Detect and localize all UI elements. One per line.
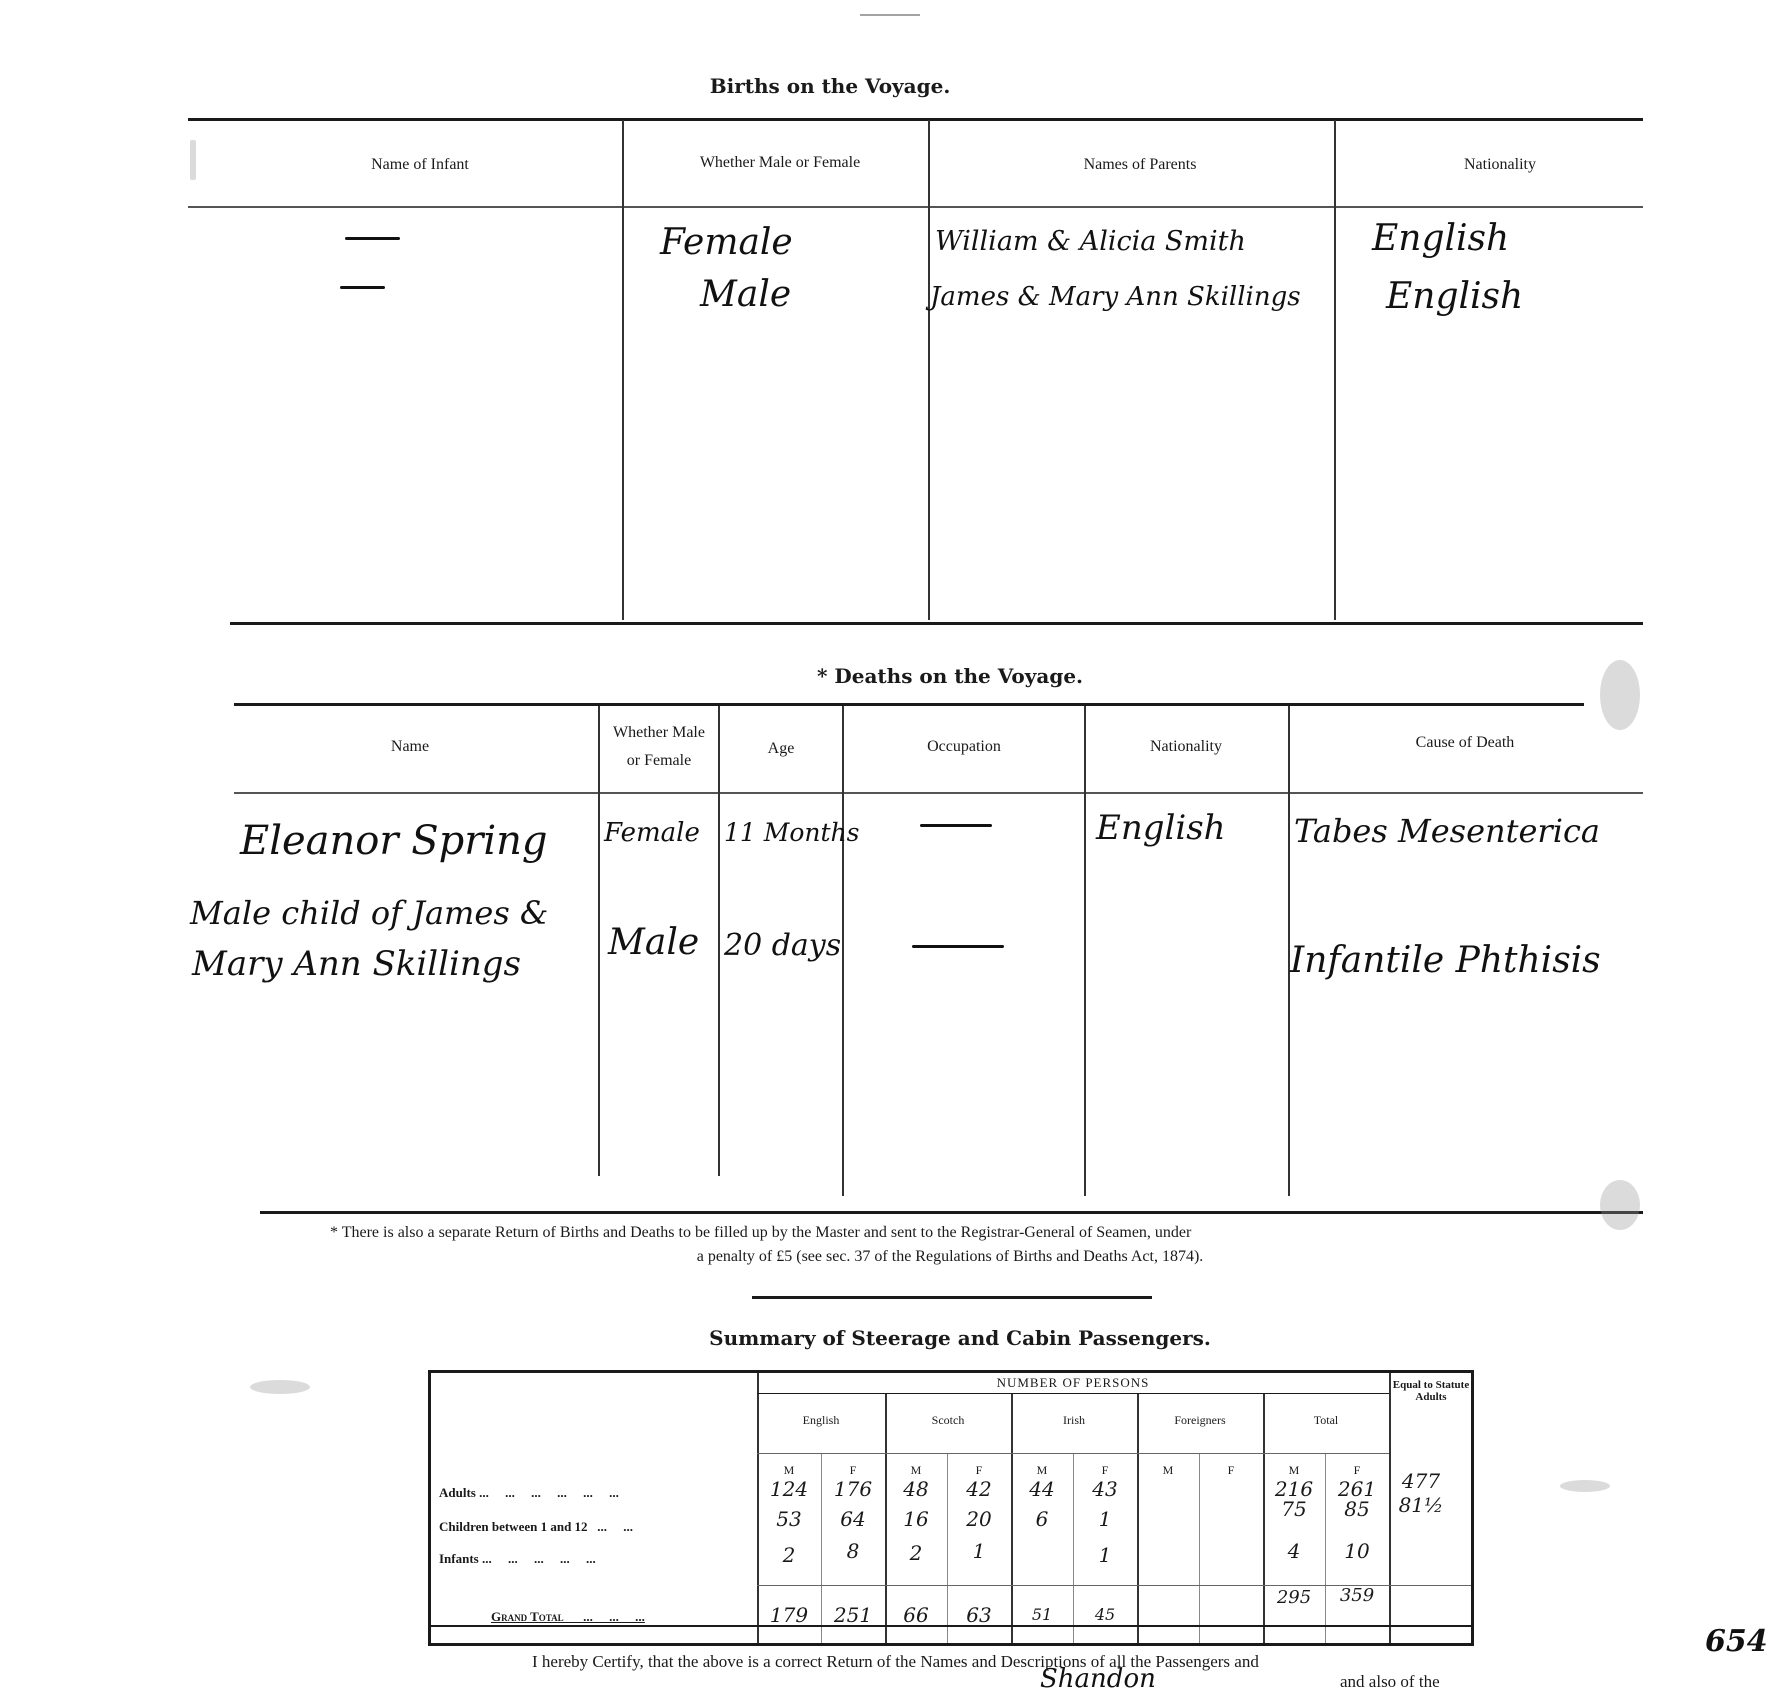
children-irish-m: 6 (1035, 1507, 1049, 1531)
deaths-row1-occupation-dash (920, 824, 992, 827)
children-english-m: 53 (776, 1507, 802, 1531)
adults-irish-m: 44 (1029, 1477, 1055, 1501)
footnote-line1: * There is also a separate Return of Births and Deaths to be filled up by the Master and sent to the Registrar-General of Seamen, under (330, 1224, 1192, 1241)
deaths-row2-cause: Infantile Phthisis (1290, 940, 1601, 981)
row-label-grand-total: Grand Total ... ... ... (491, 1609, 645, 1624)
deaths-bottom-rule (260, 1211, 1643, 1214)
children-irish-f: 1 (1098, 1507, 1112, 1531)
grand-scotch-f: 63 (966, 1603, 992, 1627)
adults-total-m: 216 (1274, 1477, 1314, 1501)
children-equal: 81½ (1398, 1493, 1444, 1517)
deaths-row1-sex: Female (604, 818, 700, 848)
infants-irish-f: 1 (1098, 1543, 1112, 1567)
infants-scotch-m: 2 (909, 1541, 923, 1565)
scan-mark (860, 14, 920, 16)
deaths-header-occupation: Occupation (927, 738, 1001, 755)
grand-english-f: 251 (833, 1603, 873, 1627)
deaths-col-divider (718, 706, 720, 1176)
group-scotch: Scotch (931, 1413, 965, 1427)
adults-scotch-f: 42 (966, 1477, 992, 1501)
mf-m: M (910, 1463, 922, 1477)
equal-adults-label: Equal to Statute Adults (1392, 1379, 1470, 1403)
deaths-header-cause: Cause of Death (1415, 734, 1515, 751)
summary-table (428, 1370, 1474, 1646)
deaths-title (780, 664, 1120, 688)
children-scotch-f: 20 (966, 1507, 992, 1531)
births-header-nationality: Nationality (1464, 156, 1536, 173)
scan-noise (250, 1380, 310, 1394)
deaths-header-nationality: Nationality (1150, 738, 1222, 755)
certify-line1: I hereby Certify, that the above is a correct Return of the Names and Descriptions of all the Passengers and (532, 1652, 1259, 1671)
infants-scotch-f: 1 (972, 1539, 986, 1563)
scan-noise (1560, 1480, 1610, 1492)
sum-total-m: 295 (1276, 1587, 1312, 1608)
mf-m: M (1162, 1463, 1174, 1477)
deaths-row1-age: 11 Months (724, 818, 860, 847)
births-row1-name-dash (345, 237, 400, 240)
mf-f: F (1227, 1463, 1235, 1477)
children-scotch-m: 16 (903, 1507, 929, 1531)
deaths-row2-name-line1: Male child of James & (190, 894, 549, 932)
deaths-row1-nationality: English (1096, 808, 1226, 848)
deaths-header-name: Name (390, 738, 430, 755)
deaths-header-rule (234, 792, 1643, 794)
infants-total-f: 10 (1344, 1539, 1370, 1563)
deaths-row2-occupation-dash (912, 945, 1004, 948)
grand-english-m: 179 (769, 1603, 809, 1627)
grand-irish-m: 51 (1031, 1605, 1053, 1624)
summary-title: Summary of Steerage and Cabin Passengers. (709, 1326, 1211, 1350)
mf-m: M (783, 1463, 795, 1477)
deaths-title-text: Deaths on the Voyage. (834, 664, 1084, 688)
row-label-infants: Infants ... ... ... ... ... (439, 1551, 596, 1566)
deaths-row2-sex: Male (608, 922, 700, 963)
mf-f: F (1101, 1463, 1109, 1477)
mf-m: M (1036, 1463, 1048, 1477)
infants-english-f: 8 (846, 1539, 860, 1563)
deaths-col-divider (842, 706, 844, 1196)
summary-mf-divider (1199, 1453, 1200, 1643)
summary-rule (757, 1393, 1389, 1394)
scan-noise (1600, 1180, 1640, 1230)
births-row2-parents: James & Mary Ann Skillings (930, 282, 1301, 312)
births-header-sex: Whether Male or Female (699, 154, 861, 171)
mf-f: F (1353, 1463, 1361, 1477)
grand-irish-f: 45 (1094, 1605, 1116, 1624)
mf-f: F (975, 1463, 983, 1477)
mf-m: M (1288, 1463, 1300, 1477)
group-foreigners: Foreigners (1174, 1413, 1226, 1427)
children-total-f: 85 (1344, 1497, 1370, 1521)
mf-f: F (849, 1463, 857, 1477)
adults-equal: 477 (1401, 1469, 1441, 1493)
births-row2-name-dash (340, 286, 385, 289)
births-col-divider (622, 120, 624, 620)
row-label-adults: Adults ... ... ... ... ... ... (439, 1485, 619, 1500)
deaths-row2-age: 20 days (724, 928, 842, 963)
births-top-rule (188, 118, 1643, 121)
births-header-rule (188, 206, 1643, 208)
births-row1-nationality: English (1372, 218, 1510, 259)
deaths-col-divider (598, 706, 600, 1176)
deaths-asterisk: * (816, 664, 828, 688)
births-col-divider (928, 120, 930, 620)
sum-total-f: 359 (1339, 1585, 1375, 1606)
certify-line2-end: and also of the (1340, 1672, 1440, 1691)
deaths-row2-name-line2: Mary Ann Skillings (192, 944, 522, 984)
grand-scotch-m: 66 (903, 1603, 929, 1627)
births-col-divider (1334, 120, 1336, 620)
summary-divider (1137, 1393, 1139, 1643)
scan-noise (190, 140, 196, 180)
children-total-m: 75 (1281, 1497, 1307, 1521)
deaths-header-age: Age (767, 740, 795, 757)
births-title: Births on the Voyage. (709, 74, 951, 98)
births-header-name: Name of Infant (371, 156, 469, 173)
deaths-row1-cause: Tabes Mesenterica (1294, 812, 1600, 850)
deaths-col-divider (1084, 706, 1086, 1196)
births-header-parents: Names of Parents (1083, 156, 1197, 173)
births-row2-sex: Male (700, 274, 792, 315)
births-row2-nationality: English (1386, 276, 1524, 317)
adults-total-f: 261 (1337, 1477, 1377, 1501)
deaths-top-rule (234, 703, 1584, 706)
margin-note: 654 (1705, 1624, 1768, 1659)
adults-irish-f: 43 (1092, 1477, 1118, 1501)
adults-english-f: 176 (833, 1477, 873, 1501)
deaths-header-sex-1: Whether Male (613, 724, 705, 741)
deaths-header-sex-2: or Female (626, 752, 692, 769)
adults-scotch-m: 48 (903, 1477, 929, 1501)
certify-ship-name: Shandon (1040, 1664, 1156, 1694)
group-total: Total (1313, 1413, 1339, 1427)
group-irish: Irish (1063, 1413, 1085, 1427)
infants-total-m: 4 (1287, 1539, 1301, 1563)
births-bottom-rule (230, 622, 1643, 625)
footnote-rule (752, 1296, 1152, 1299)
scan-noise (1600, 660, 1640, 730)
births-row1-sex: Female (660, 222, 793, 263)
group-english: English (802, 1413, 840, 1427)
footnote-line2: a penalty of £5 (see sec. 37 of the Regulations of Births and Deaths Act, 1874). (696, 1248, 1204, 1265)
children-english-f: 64 (840, 1507, 866, 1531)
births-row1-parents: William & Alicia Smith (935, 226, 1246, 257)
number-of-persons-label: NUMBER OF PERSONS (996, 1375, 1150, 1390)
summary-rule (757, 1453, 1389, 1454)
deaths-row1-name: Eleanor Spring (240, 818, 548, 864)
row-label-children: Children between 1 and 12 ... ... (439, 1519, 634, 1534)
adults-english-m: 124 (769, 1477, 809, 1501)
infants-english-m: 2 (782, 1543, 796, 1567)
